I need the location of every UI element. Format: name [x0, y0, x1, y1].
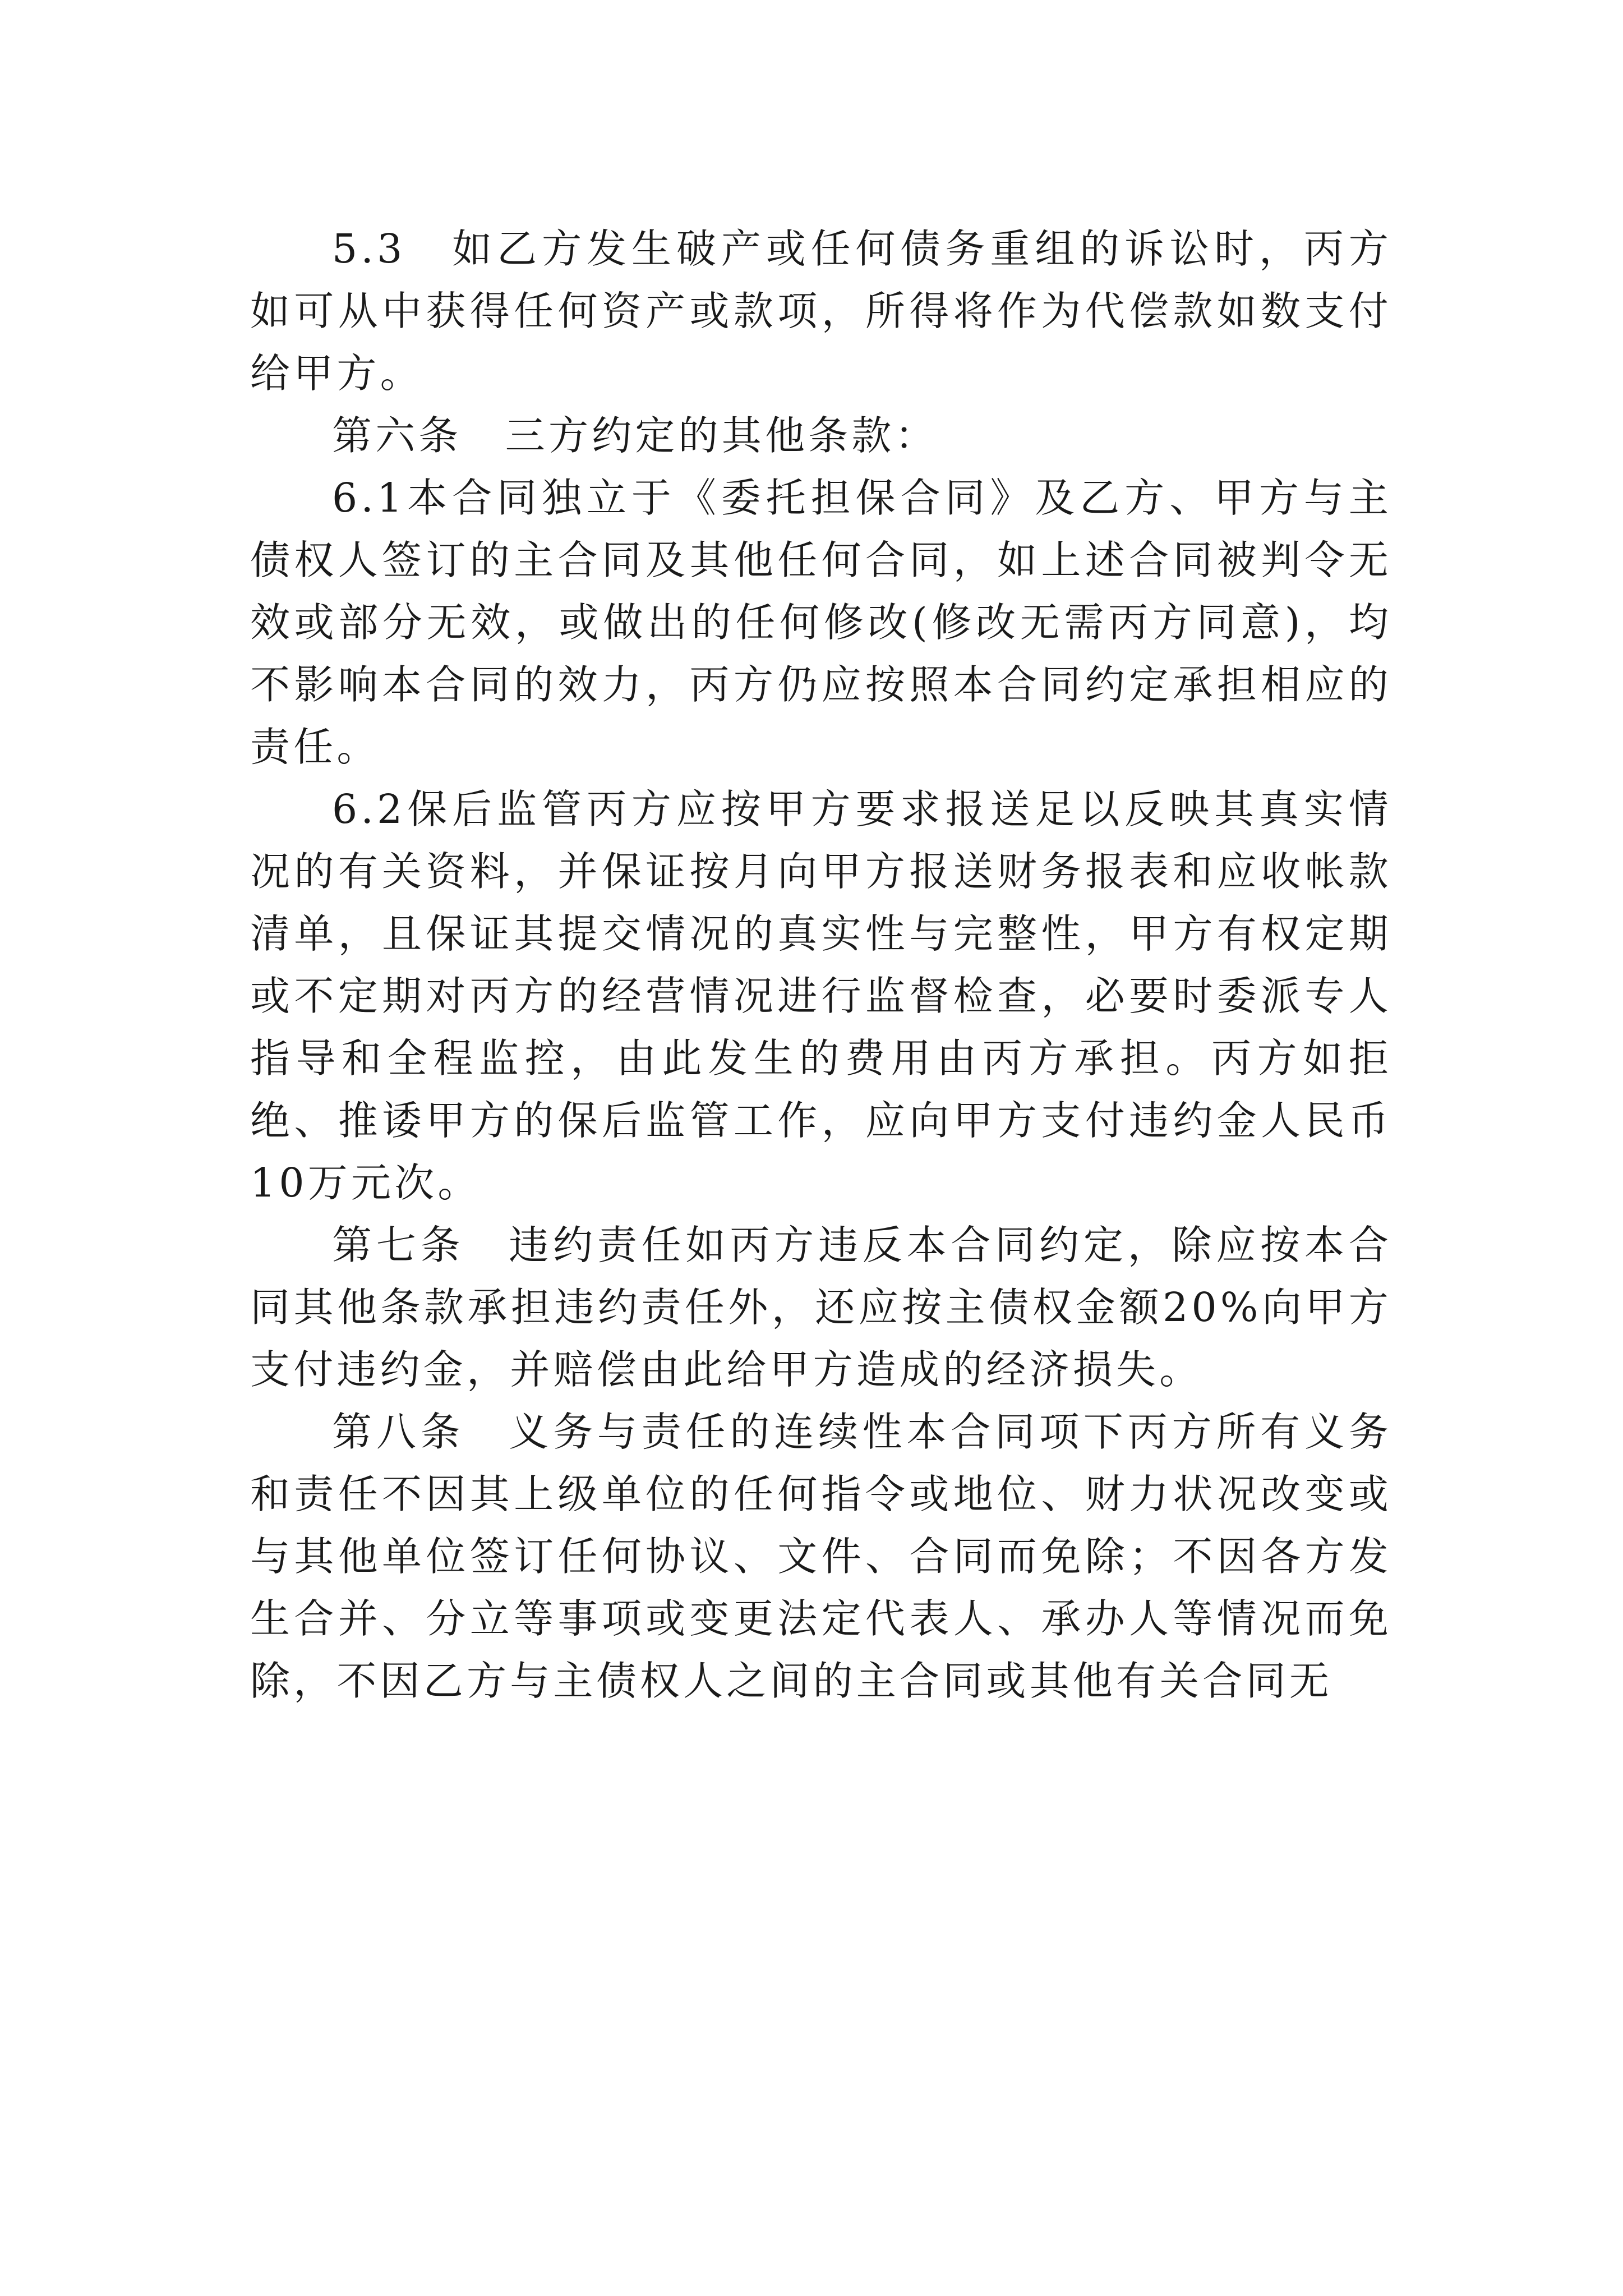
paragraph-6-2: 6.2保后监管丙方应按甲方要求报送足以反映其真实情况的有关资料，并保证按月向甲方报送财务报表和应收帐款清单，且保证其提交情况的真实性与完整性，甲方有权定期或不定期对丙方的经营情况进行监督检查，必要时委派专人指导和全程监控，由此发生的费用由丙方承担。丙方如拒绝、推诿甲方的保后监管工作，应向甲方支付违约金人民币10万元次。 [250, 786, 1392, 1206]
article-6-heading: 第六条 三方约定的其他条款： [332, 412, 938, 459]
document-body [250, 218, 1392, 1712]
paragraph-6-1: 6.1本合同独立于《委托担保合同》及乙方、甲方与主债权人签订的主合同及其他任何合同，如上述合同被判令无效或部分无效，或做出的任何修改(修改无需丙方同意)，均不影响本合同的效力，丙方仍应按照本合同约定承担相应的责任。 [250, 475, 1392, 770]
article-7-paragraph: 第七条 违约责任如丙方违反本合同约定，除应按本合同其他条款承担违约责任外，还应按主债权金额20%向甲方支付违约金，并赔偿由此给甲方造成的经济损失。 [250, 1222, 1392, 1393]
paragraph-5-3: 5.3 如乙方发生破产或任何债务重组的诉讼时，丙方如可从中获得任何资产或款项，所得将作为代偿款如数支付给甲方。 [250, 226, 1392, 397]
article-8-paragraph: 第八条 义务与责任的连续性本合同项下丙方所有义务和责任不因其上级单位的任何指令或地位、财力状况改变或与其他单位签订任何协议、文件、合同而免除；不因各方发生合并、分立等事项或变更法定代表人、承办人等情况而免除，不因乙方与主债权人之间的主合同或其他有关合同无 [250, 1409, 1392, 1704]
